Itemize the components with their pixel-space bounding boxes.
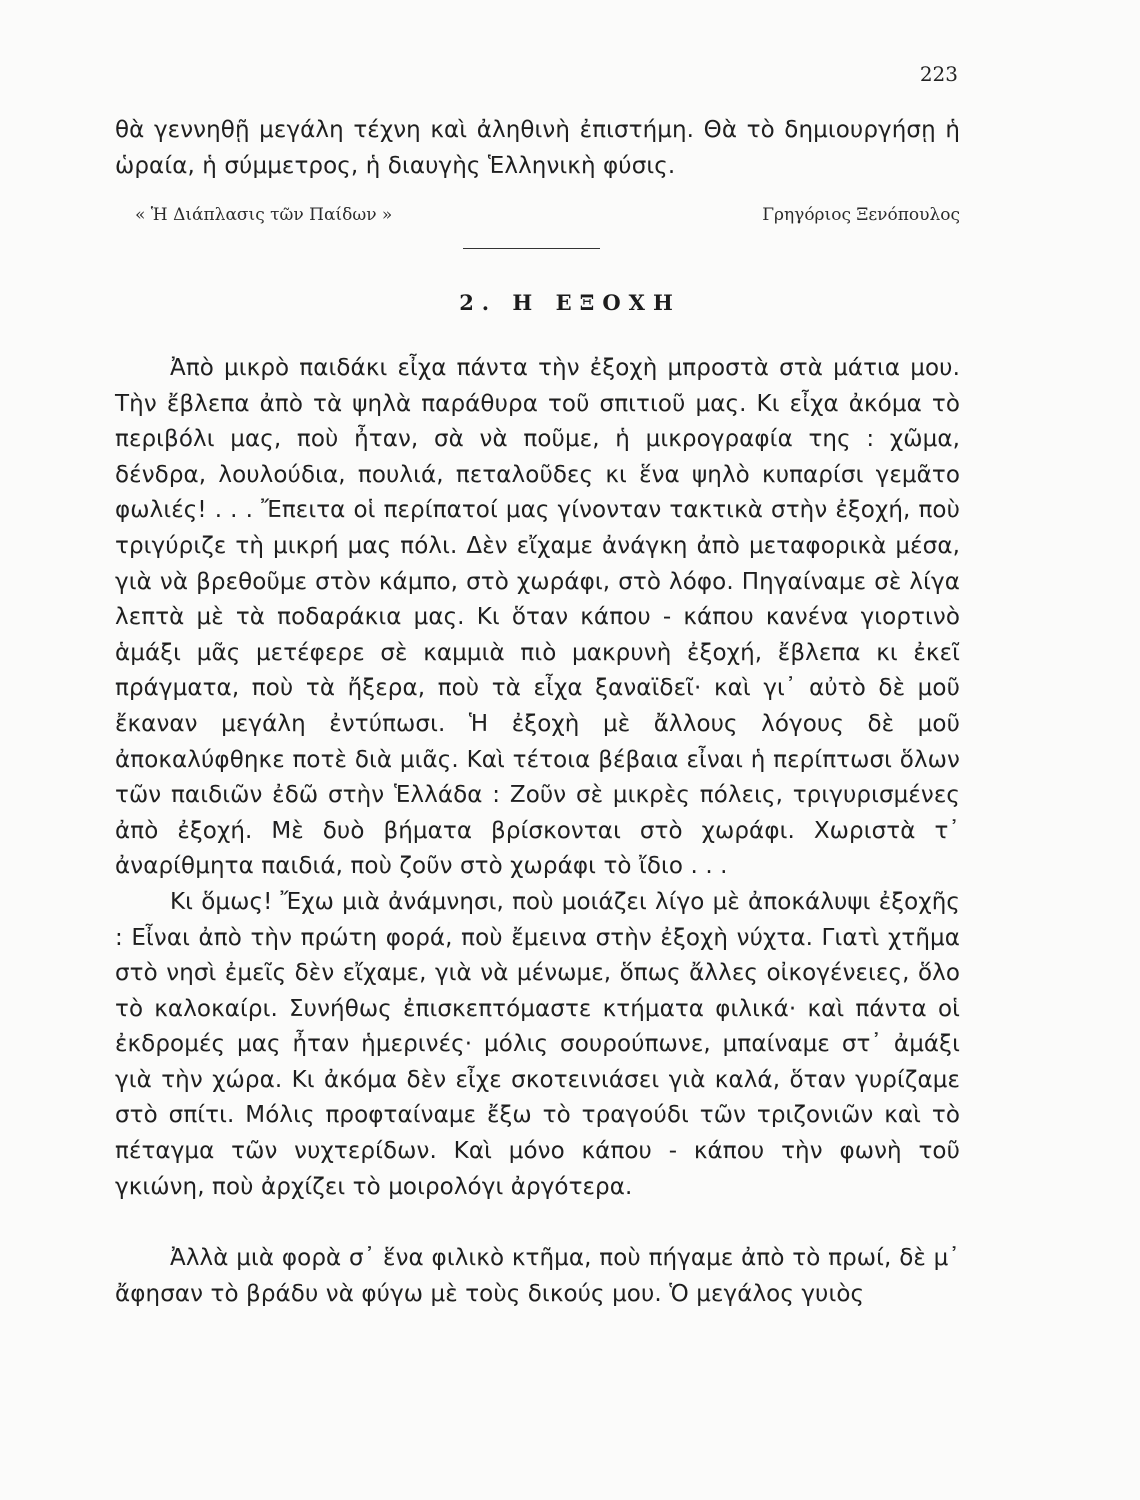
paragraph: Ἀλλὰ μιὰ φορὰ σ᾽ ἕνα φιλικὸ κτῆμα, ποὺ πήγαμε ἀπὸ τὸ πρωί, δὲ μ᾽ ἄφησαν τὸ βράδυ νὰ φύγω μὲ τοὺς δικούς μου. Ὁ μεγάλος γυιὸς — [115, 1245, 960, 1307]
page-number: 223 — [919, 62, 958, 86]
author-name: Γρηγόριος Ξενόπουλος — [762, 205, 960, 225]
paragraph: Κι ὅμως! Ἔχω μιὰ ἀνάμνησι, ποὺ μοιάζει λίγο μὲ ἀποκάλυψι ἐξοχῆς : Εἶναι ἀπὸ τὴν πρώτη φορά, ποὺ ἔμεινα στὴν ἐξοχὴ νύχτα. Γιατὶ χτῆμα στὸ νησὶ ἐμεῖς δὲν εἴχαμε, γιὰ νὰ μένωμε, ὅπως ἄλλες οἰκογένειες, ὅλο τὸ καλοκαίρι. Συνήθως ἐπισκεπτόμαστε κτήματα φιλικά· καὶ πάντα οἱ ἐκδρομές μας ἦταν ἡμερινές· μόλις σουρούπωνε, μπαίναμε στ᾽ ἀμάξι γιὰ τὴν χώρα. Κι ἀκόμα δὲν εἶχε σκοτεινιάσει γιὰ καλά, ὅταν γυρίζαμε στὸ σπίτι. Μόλις προφταίναμε ἔξω τὸ τραγούδι τῶν τριζονιῶν καὶ τὸ πέταγμα τῶν νυχτερίδων. Καὶ μόνο κάπου - κάπου τὴν φωνὴ τοῦ γκιώνη, ποὺ ἀρχίζει τὸ μοιρολόγι ἀργότερα. — [115, 888, 960, 1200]
source-attribution — [135, 205, 960, 225]
section-divider — [463, 248, 600, 249]
section-body — [115, 351, 960, 1312]
source-title: « Ἡ Διάπλασις τῶν Παίδων » — [135, 205, 393, 225]
paragraph: Ἀπὸ μικρὸ παιδάκι εἶχα πάντα τὴν ἐξοχὴ μπροστὰ στὰ μάτια μου. Τὴν ἔβλεπα ἀπὸ τὰ ψηλὰ παράθυρα τοῦ σπιτιοῦ μας. Κι εἶχα ἀκόμα τὸ περιβόλι μας, ποὺ ἦταν, σὰ νὰ ποῦμε, ἡ μικρογραφία της : χῶμα, δένδρα, λουλούδια, πουλιά, πεταλοῦδες κι ἕνα ψηλὸ κυπαρίσι γεμᾶτο φωλιές! . . . Ἔπειτα οἱ περίπατοί μας γίνονταν τακτικὰ στὴν ἐξοχή, ποὺ τριγύριζε τὴ μικρή μας πόλι. Δὲν εἴχαμε ἀνάγκη ἀπὸ μεταφορικὰ μέσα, γιὰ νὰ βρεθοῦμε στὸν κάμπο, στὸ χωράφι, στὸ λόφο. Πηγαίναμε σὲ λίγα λεπτὰ μὲ τὰ ποδαράκια μας. Κι ὅταν κάπου - κάπου κανένα γιορτινὸ ἁμάξι μᾶς μετέφερε σὲ καμμιὰ πιὸ μακρυνὴ ἐξοχή, ἔβλεπα κι ἐκεῖ πράγματα, ποὺ τὰ ἤξερα, ποὺ τὰ εἶχα ξαναϊδεῖ· καὶ γι᾽ αὐτὸ δὲ μοῦ ἔκαναν μεγάλη ἐντύπωσι. Ἡ ἐξοχὴ μὲ ἄλλους λόγους δὲ μοῦ ἀποκαλύφθηκε ποτὲ διὰ μιᾶς. Καὶ τέτοια βέβαια εἶναι ἡ περίπτωσι ὅλων τῶν παιδιῶν ἐδῶ στὴν Ἑλλάδα : Ζοῦν σὲ μικρὲς πόλεις, τριγυρισμένες ἀπὸ ἐξοχή. Μὲ δυὸ βήματα βρίσκονται στὸ χωράφι. Χωριστὰ τ᾽ ἀναρίθμητα παιδιά, ποὺ ζοῦν στὸ χωράφι τὸ ἴδιο . . . — [115, 355, 960, 880]
previous-paragraph: θὰ γεννηθῇ μεγάλη τέχνη καὶ ἀληθινὴ ἐπιστήμη. Θὰ τὸ δημιουργήσῃ ἡ ὡραία, ἡ σύμμετρος, ἡ διαυγὴς Ἑλληνικὴ φύσις. — [115, 117, 960, 179]
section-title: 2. Η ΕΞΟΧΗ — [459, 290, 681, 315]
previous-text-block — [115, 113, 960, 184]
